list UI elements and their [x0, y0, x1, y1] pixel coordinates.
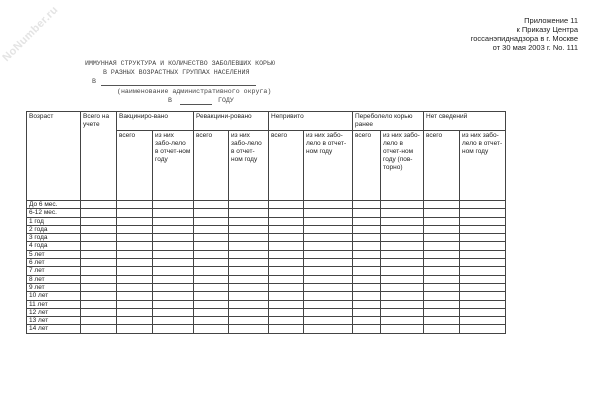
data-cell[interactable]	[304, 325, 353, 333]
data-cell[interactable]	[153, 225, 194, 233]
data-cell[interactable]	[117, 259, 153, 267]
data-cell[interactable]	[229, 201, 269, 209]
data-cell[interactable]	[194, 283, 229, 291]
data-cell[interactable]	[81, 250, 117, 258]
data-cell[interactable]	[304, 242, 353, 250]
data-cell[interactable]	[381, 234, 424, 242]
data-cell[interactable]	[117, 201, 153, 209]
age-cell: 7 лет	[27, 267, 81, 275]
data-cell[interactable]	[81, 292, 117, 300]
age-cell: 5 лет	[27, 250, 81, 258]
data-cell[interactable]	[381, 250, 424, 258]
appendix-line: от 30 мая 2003 г. No. 111	[492, 43, 578, 52]
data-cell[interactable]	[381, 292, 424, 300]
data-cell[interactable]	[117, 275, 153, 283]
data-cell[interactable]	[194, 242, 229, 250]
header-had-measles: Переболело корью ранее	[353, 112, 424, 131]
data-cell[interactable]	[153, 234, 194, 242]
district-field[interactable]	[101, 78, 256, 86]
data-cell[interactable]	[460, 267, 506, 275]
table-row	[27, 242, 506, 250]
data-cell[interactable]	[194, 292, 229, 300]
data-cell[interactable]	[381, 283, 424, 291]
header-no-data: Нет сведений	[424, 112, 506, 131]
data-cell[interactable]	[424, 201, 460, 209]
data-cell[interactable]	[269, 259, 304, 267]
data-cell[interactable]	[153, 217, 194, 225]
table-row	[27, 292, 506, 300]
data-cell[interactable]	[460, 275, 506, 283]
data-cell[interactable]	[229, 225, 269, 233]
subheader-ill-repeat: из них забо-лело в отчет-ном году (пов-торно)	[381, 131, 424, 201]
table-row	[27, 325, 506, 333]
data-cell[interactable]	[460, 325, 506, 333]
data-cell[interactable]	[353, 250, 381, 258]
data-cell[interactable]	[117, 283, 153, 291]
table-row	[27, 201, 506, 209]
data-cell[interactable]	[229, 292, 269, 300]
data-cell[interactable]	[304, 209, 353, 217]
subheader-ill: из них забо-лело в отчет-ном году	[153, 131, 194, 201]
data-cell[interactable]	[381, 300, 424, 308]
data-cell[interactable]	[381, 325, 424, 333]
data-cell[interactable]	[353, 267, 381, 275]
data-cell[interactable]	[194, 259, 229, 267]
table-row	[27, 300, 506, 308]
data-cell[interactable]	[460, 217, 506, 225]
data-cell[interactable]	[381, 242, 424, 250]
data-cell[interactable]	[269, 275, 304, 283]
data-cell[interactable]	[424, 242, 460, 250]
data-cell[interactable]	[117, 308, 153, 316]
data-cell[interactable]	[117, 267, 153, 275]
subheader-total: всего	[194, 131, 229, 201]
data-cell[interactable]	[381, 217, 424, 225]
data-cell[interactable]	[81, 308, 117, 316]
data-cell[interactable]	[194, 275, 229, 283]
data-cell[interactable]	[460, 317, 506, 325]
table-row	[27, 250, 506, 258]
subheader-total: всего	[117, 131, 153, 201]
data-cell[interactable]	[353, 209, 381, 217]
age-cell: 1 год	[27, 217, 81, 225]
age-cell: 6 лет	[27, 259, 81, 267]
age-cell: 8 лет	[27, 275, 81, 283]
data-cell[interactable]	[194, 250, 229, 258]
age-cell: 9 лет	[27, 283, 81, 291]
data-cell[interactable]	[117, 242, 153, 250]
data-cell[interactable]	[153, 317, 194, 325]
data-cell[interactable]	[269, 300, 304, 308]
data-cell[interactable]	[194, 300, 229, 308]
data-cell[interactable]	[194, 267, 229, 275]
data-cell[interactable]	[269, 292, 304, 300]
data-cell[interactable]	[81, 283, 117, 291]
data-cell[interactable]	[353, 292, 381, 300]
data-cell[interactable]	[153, 292, 194, 300]
data-cell[interactable]	[81, 201, 117, 209]
year-prefix: В	[168, 97, 172, 104]
data-cell[interactable]	[424, 250, 460, 258]
table-row	[27, 217, 506, 225]
table-row	[27, 234, 506, 242]
data-cell[interactable]	[81, 225, 117, 233]
data-cell[interactable]	[269, 209, 304, 217]
header-revaccinated: Ревакцини-ровано	[194, 112, 269, 131]
age-cell: 14 лет	[27, 325, 81, 333]
data-cell[interactable]	[229, 209, 269, 217]
title-line: В РАЗНЫХ ВОЗРАСТНЫХ ГРУППАХ НАСЕЛЕНИЯ	[103, 69, 250, 76]
data-cell[interactable]	[424, 217, 460, 225]
data-cell[interactable]	[229, 217, 269, 225]
data-cell[interactable]	[153, 300, 194, 308]
subheader-total: всего	[269, 131, 304, 201]
data-cell[interactable]	[194, 201, 229, 209]
data-cell[interactable]	[460, 292, 506, 300]
data-cell[interactable]	[353, 242, 381, 250]
age-cell: 4 года	[27, 242, 81, 250]
data-cell[interactable]	[304, 201, 353, 209]
data-cell[interactable]	[460, 250, 506, 258]
data-cell[interactable]	[304, 308, 353, 316]
data-cell[interactable]	[460, 234, 506, 242]
data-cell[interactable]	[424, 300, 460, 308]
data-cell[interactable]	[153, 283, 194, 291]
data-cell[interactable]	[460, 242, 506, 250]
data-cell[interactable]	[117, 317, 153, 325]
subheader-total: всего	[424, 131, 460, 201]
data-cell[interactable]	[424, 259, 460, 267]
immune-structure-table	[26, 111, 506, 334]
age-cell: До 6 мес.	[27, 201, 81, 209]
data-cell[interactable]	[353, 325, 381, 333]
data-cell[interactable]	[194, 325, 229, 333]
data-cell[interactable]	[229, 267, 269, 275]
data-cell[interactable]	[304, 225, 353, 233]
data-cell[interactable]	[269, 317, 304, 325]
data-cell[interactable]	[304, 234, 353, 242]
data-cell[interactable]	[81, 325, 117, 333]
data-cell[interactable]	[229, 317, 269, 325]
data-cell[interactable]	[269, 267, 304, 275]
data-cell[interactable]	[424, 283, 460, 291]
data-cell[interactable]	[424, 275, 460, 283]
data-cell[interactable]	[269, 242, 304, 250]
data-cell[interactable]	[117, 325, 153, 333]
data-cell[interactable]	[81, 209, 117, 217]
in-prefix: В	[92, 78, 96, 85]
data-cell[interactable]	[381, 275, 424, 283]
data-cell[interactable]	[117, 292, 153, 300]
data-cell[interactable]	[229, 308, 269, 316]
data-cell[interactable]	[381, 201, 424, 209]
age-cell: 6-12 мес.	[27, 209, 81, 217]
data-cell[interactable]	[81, 300, 117, 308]
data-cell[interactable]	[304, 275, 353, 283]
data-cell[interactable]	[153, 242, 194, 250]
data-cell[interactable]	[353, 317, 381, 325]
data-cell[interactable]	[194, 217, 229, 225]
data-cell[interactable]	[424, 209, 460, 217]
data-cell[interactable]	[229, 283, 269, 291]
subheader-ill: из них забо-лело в отчет-ном году	[460, 131, 506, 201]
data-cell[interactable]	[353, 225, 381, 233]
data-cell[interactable]	[424, 325, 460, 333]
data-cell[interactable]	[81, 259, 117, 267]
data-cell[interactable]	[424, 308, 460, 316]
data-cell[interactable]	[194, 234, 229, 242]
table-row	[27, 259, 506, 267]
data-cell[interactable]	[424, 292, 460, 300]
data-cell[interactable]	[117, 250, 153, 258]
data-cell[interactable]	[304, 292, 353, 300]
data-cell[interactable]	[460, 225, 506, 233]
data-cell[interactable]	[353, 201, 381, 209]
data-cell[interactable]	[460, 209, 506, 217]
data-cell[interactable]	[460, 259, 506, 267]
age-cell: 12 лет	[27, 308, 81, 316]
age-cell: 3 года	[27, 234, 81, 242]
table-row	[27, 308, 506, 316]
data-cell[interactable]	[381, 267, 424, 275]
data-cell[interactable]	[460, 308, 506, 316]
data-cell[interactable]	[153, 308, 194, 316]
age-cell: 13 лет	[27, 317, 81, 325]
data-cell[interactable]	[117, 300, 153, 308]
data-cell[interactable]	[424, 267, 460, 275]
data-cell[interactable]	[304, 300, 353, 308]
data-cell[interactable]	[153, 209, 194, 217]
data-cell[interactable]	[229, 234, 269, 242]
header-unvaccinated: Непривито	[269, 112, 353, 131]
data-cell[interactable]	[353, 259, 381, 267]
data-cell[interactable]	[353, 234, 381, 242]
data-cell[interactable]	[381, 308, 424, 316]
appendix-line: госсанэпиднадзора в г. Москве	[470, 34, 578, 43]
header-vaccinated: Вакциниро-вано	[117, 112, 194, 131]
data-cell[interactable]	[194, 225, 229, 233]
data-cell[interactable]	[269, 283, 304, 291]
district-caption: (наименование административного округа)	[117, 88, 272, 95]
data-cell[interactable]	[304, 217, 353, 225]
data-cell[interactable]	[269, 250, 304, 258]
data-cell[interactable]	[117, 209, 153, 217]
data-cell[interactable]	[460, 283, 506, 291]
data-cell[interactable]	[353, 300, 381, 308]
data-cell[interactable]	[153, 275, 194, 283]
data-cell[interactable]	[424, 234, 460, 242]
data-cell[interactable]	[229, 275, 269, 283]
year-suffix: ГОДУ	[218, 97, 234, 104]
table-row	[27, 275, 506, 283]
data-cell[interactable]	[194, 209, 229, 217]
data-cell[interactable]	[460, 201, 506, 209]
year-field[interactable]	[180, 97, 212, 105]
data-cell[interactable]	[117, 234, 153, 242]
table-row	[27, 267, 506, 275]
data-cell[interactable]	[81, 275, 117, 283]
data-cell[interactable]	[81, 242, 117, 250]
data-cell[interactable]	[81, 317, 117, 325]
appendix-line: к Приказу Центра	[516, 25, 578, 34]
data-cell[interactable]	[424, 317, 460, 325]
data-cell[interactable]	[460, 300, 506, 308]
data-cell[interactable]	[353, 308, 381, 316]
data-cell[interactable]	[81, 234, 117, 242]
data-cell[interactable]	[153, 259, 194, 267]
data-cell[interactable]	[353, 283, 381, 291]
data-cell[interactable]	[229, 300, 269, 308]
data-cell[interactable]	[304, 317, 353, 325]
subheader-ill: из них забо-лело в отчет-ном году	[229, 131, 269, 201]
data-cell[interactable]	[269, 225, 304, 233]
data-cell[interactable]	[381, 259, 424, 267]
data-cell[interactable]	[153, 250, 194, 258]
data-cell[interactable]	[304, 259, 353, 267]
data-cell[interactable]	[353, 217, 381, 225]
header-total: Всего на учете	[81, 112, 117, 201]
age-cell: 11 лет	[27, 300, 81, 308]
data-cell[interactable]	[153, 267, 194, 275]
header-age: Возраст	[27, 112, 81, 201]
table-row	[27, 317, 506, 325]
appendix-line: Приложение 11	[524, 16, 578, 25]
age-cell: 10 лет	[27, 292, 81, 300]
data-cell[interactable]	[269, 325, 304, 333]
data-cell[interactable]	[117, 217, 153, 225]
data-cell[interactable]	[269, 217, 304, 225]
watermark: NoNumber.ru	[0, 3, 61, 65]
data-cell[interactable]	[229, 325, 269, 333]
data-cell[interactable]	[81, 267, 117, 275]
data-cell[interactable]	[304, 283, 353, 291]
table-row	[27, 283, 506, 291]
data-cell[interactable]	[269, 308, 304, 316]
subheader-total: всего	[353, 131, 381, 201]
data-cell[interactable]	[194, 317, 229, 325]
title-line: ИММУННАЯ СТРУКТУРА И КОЛИЧЕСТВО ЗАБОЛЕВШИХ КОРЬЮ	[85, 60, 275, 67]
data-cell[interactable]	[153, 325, 194, 333]
data-cell[interactable]	[381, 225, 424, 233]
age-cell: 2 года	[27, 225, 81, 233]
data-cell[interactable]	[229, 259, 269, 267]
data-cell[interactable]	[424, 225, 460, 233]
data-cell[interactable]	[269, 234, 304, 242]
data-cell[interactable]	[304, 250, 353, 258]
data-cell[interactable]	[117, 225, 153, 233]
data-cell[interactable]	[81, 217, 117, 225]
data-cell[interactable]	[381, 209, 424, 217]
data-cell[interactable]	[381, 317, 424, 325]
subheader-ill: из них забо-лело в отчет-ном году	[304, 131, 353, 201]
table-row	[27, 225, 506, 233]
data-cell[interactable]	[353, 275, 381, 283]
data-cell[interactable]	[269, 201, 304, 209]
data-cell[interactable]	[229, 242, 269, 250]
data-cell[interactable]	[304, 267, 353, 275]
appendix-note	[471, 16, 578, 52]
data-cell[interactable]	[153, 201, 194, 209]
data-cell[interactable]	[194, 308, 229, 316]
data-cell[interactable]	[229, 250, 269, 258]
table-row	[27, 209, 506, 217]
